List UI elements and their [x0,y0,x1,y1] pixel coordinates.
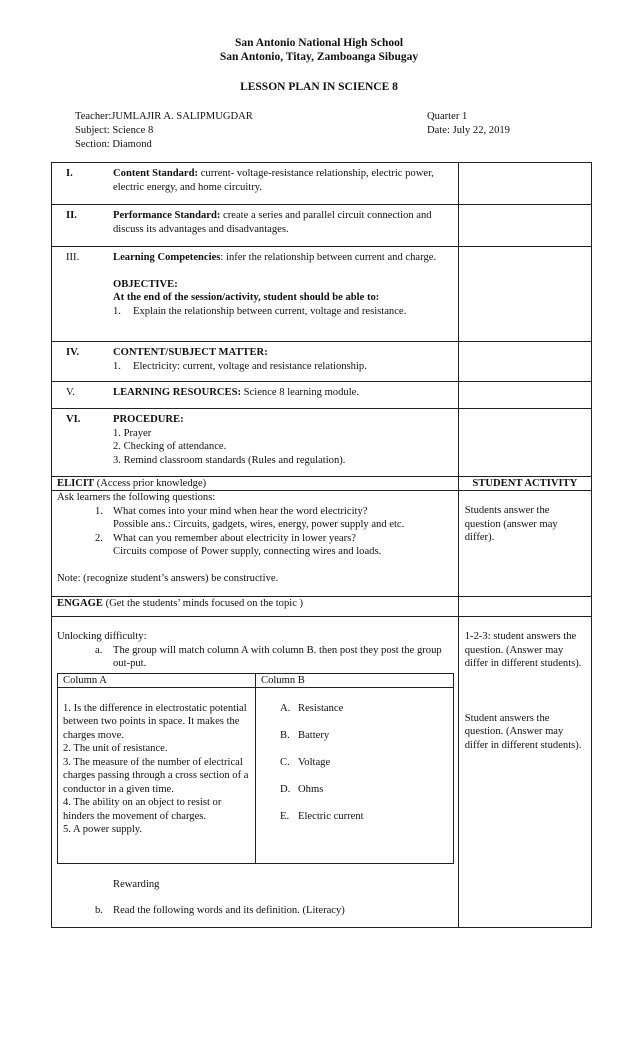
objective-label: OBJECTIVE: [113,278,178,290]
answer-1: Possible ans.: Circuits, gadgets, wires, energy, power supply and etc. [113,519,405,530]
rewarding: Rewarding [113,878,160,890]
choice-text: Voltage [298,756,331,768]
procedure-item: 1. Prayer [113,427,152,439]
section-number: I. [66,168,73,179]
choice-letter: E. [280,810,290,822]
lesson-plan-table [51,162,592,928]
row-engage-body [52,617,592,928]
section-label: CONTENT/SUBJECT MATTER: [113,347,268,358]
choice-letter: D. [280,783,291,795]
step-a-text: The group will match column A with column B. then post they post the group out-put. [113,644,442,669]
step-number: b. [95,905,103,916]
section-number: III. [66,252,80,263]
section-line: Section: Diamond [75,139,152,150]
choice-text: Battery [298,729,330,741]
engage-label: ENGAGE [57,598,103,609]
choice-letter: A. [280,702,291,714]
subject-item: Electricity: current, voltage and resistance relationship. [133,360,367,372]
section-number: VI. [66,414,81,425]
elicit-student-activity: Students answer the question (answer may differ). [464,505,558,543]
choice-letter: C. [280,756,290,768]
elicit-intro: Ask learners the following questions: [57,492,216,503]
item-number: 1. [113,305,121,317]
section-number: II. [66,210,77,221]
school-name: San Antonio National High School [234,37,404,49]
document-title: LESSON PLAN IN SCIENCE 8 [240,81,398,93]
column-a-item: 5. A power supply. [63,824,143,835]
section-label: LEARNING RESOURCES: [113,387,242,398]
row-subject-matter [52,342,592,382]
question-2: What can you remember about electricity in lower years? [113,532,356,544]
section-text: current- voltage-resistance relationship, electric power, electric energy, and home circuitry. [113,168,434,193]
row-elicit-body [52,491,592,597]
engage-student-activity-2: Student answers the question. (Answer may differ in different students). [464,712,582,751]
elicit-label-rest: (Access prior knowledge) [94,478,207,489]
quarter-line: Quarter 1 [427,111,468,122]
section-text: create a series and parallel circuit connection and discuss its advantages and disadvantages. [113,210,432,235]
elicit-note: Note: (recognize student’s answers) be constructive. [57,572,279,584]
question-number: 1. [95,505,103,517]
section-text: : infer the relationship between current and charge. [220,252,437,263]
subject-line: Subject: Science 8 [75,125,154,136]
teacher-line: Teacher:JUMLAJIR A. SALIPMUGDAR [75,111,253,122]
objective-item: Explain the relationship between current, voltage and resistance. [133,305,407,317]
date-line: Date: July 22, 2019 [427,125,510,136]
choice-text: Resistance [298,702,344,714]
column-a-item: 4. The ability on an object to resist or hinders the movement of charges. [63,797,222,822]
remarks-cell [458,163,591,205]
procedure-item: 3. Remind classroom standards (Rules and regulation). [113,454,346,466]
section-label: Learning Competencies [113,252,221,263]
section-label: PROCEDURE: [113,414,184,425]
row-content-standard [52,163,592,205]
step-number: a. [95,644,103,656]
engage-label-rest: (Get the students’ minds focused on the topic ) [102,598,304,609]
step-b-text: Read the following words and its definition. (Literacy) [113,905,345,916]
remarks-cell [458,247,591,342]
objective-intro: At the end of the session/activity, student should be able to: [113,292,380,303]
engage-student-activity-1: 1-2-3: student answers the question. (Answer may differ in different students). [464,631,582,669]
answer-2: Circuits compose of Power supply, connecting wires and loads. [113,546,382,557]
column-b-header: Column B [256,673,454,687]
row-elicit-header [52,477,592,491]
row-procedure [52,409,592,477]
question-number: 2. [95,532,103,544]
student-activity-header: STUDENT ACTIVITY [458,477,591,491]
school-address: San Antonio, Titay, Zamboanga Sibugay [219,51,419,63]
unlocking-difficulty: Unlocking difficulty: [57,631,147,642]
choice-letter: B. [280,729,290,741]
row-learning-resources [52,382,592,409]
section-number: IV. [66,347,80,358]
row-learning-competencies [52,247,592,342]
section-text: Science 8 learning module. [241,387,359,398]
question-1: What comes into your mind when hear the word electricity? [113,505,368,517]
remarks-cell [458,342,591,382]
section-label: Performance Standard: [113,210,221,221]
column-a-item: 2. The unit of resistance. [63,743,168,754]
remarks-cell [458,597,591,617]
row-engage-header [52,597,592,617]
row-performance-standard [52,205,592,247]
column-a-item: 1. Is the difference in electrostatic potential between two points in space. It makes the charges move. [63,702,247,741]
choice-text: Ohms [298,783,324,795]
section-number: V. [66,387,75,398]
section-label: Content Standard: [113,168,199,179]
choice-text: Electric current [298,810,364,822]
remarks-cell [458,382,591,409]
procedure-item: 2. Checking of attendance. [113,441,227,452]
matching-table [57,673,454,864]
item-number: 1. [113,360,121,372]
column-a-header: Column A [58,673,256,687]
elicit-label: ELICIT [57,478,95,489]
remarks-cell [458,409,591,477]
remarks-cell [458,205,591,247]
column-a-item: 3. The measure of the number of electrical charges passing through a cross section of a conductor in a given time. [63,756,249,795]
